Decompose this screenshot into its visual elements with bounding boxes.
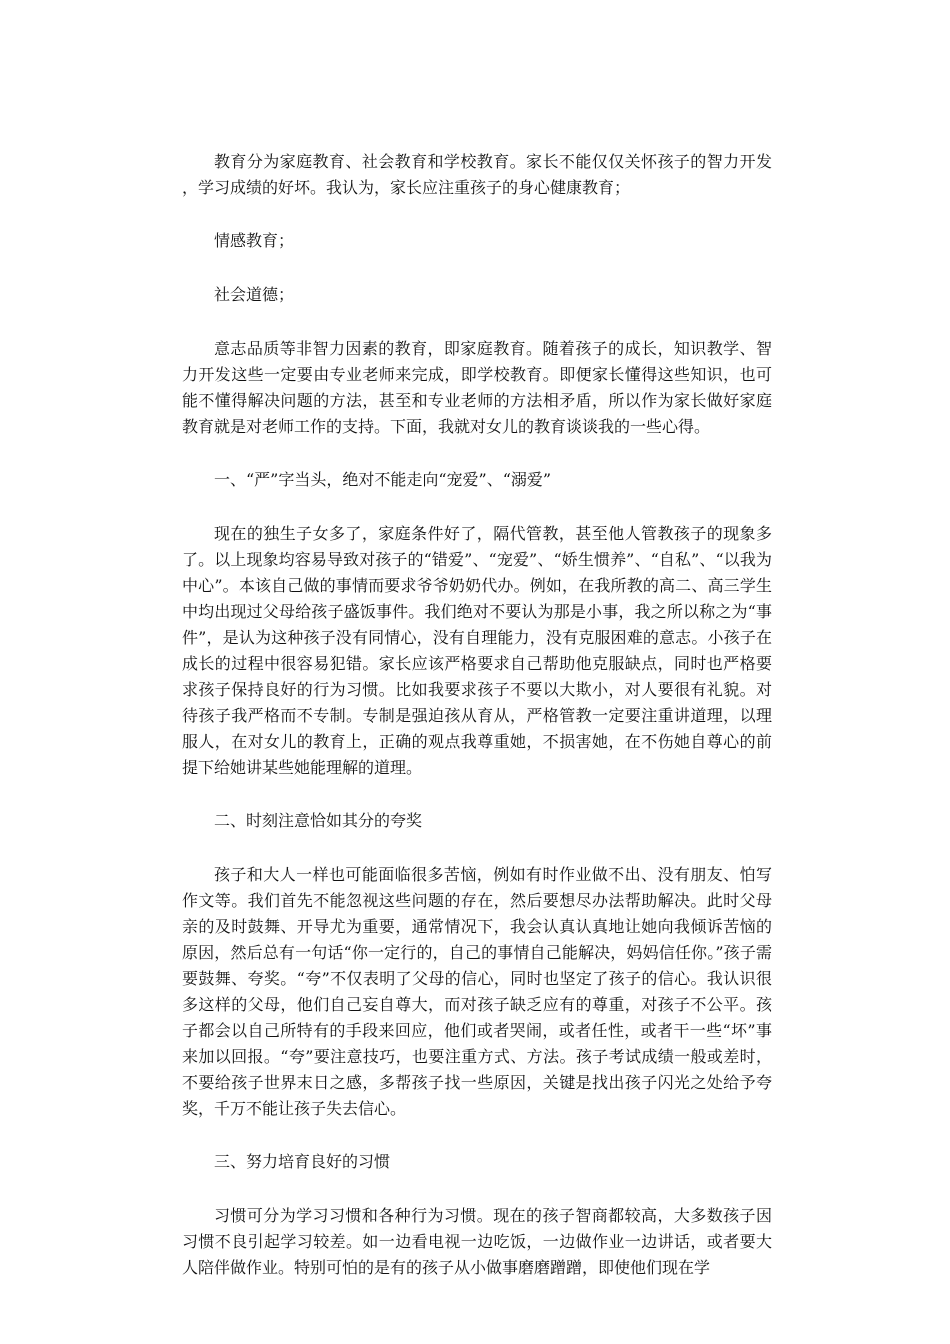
section-heading-praise: 二、时刻注意恰如其分的夸奖 (214, 811, 423, 830)
strict-section-paragraph: 现在的独生子女多了，家庭条件好了，隔代管教，甚至他人管教孩子的现象多了。以上现象均容易导致对孩子的“错爱”、“宠爱”、“娇生惯养”、“自私”、“以我为中心”。本该自己做的事情而要求爷爷奶奶代办。例如，在我所教的高二、高三学生中均出现过父母给孩子盛饭事件。我们绝对不要认为那是小事，我之所以称之为“事件”，是认为这种孩子没有同情心，没有自理能力，没有克服困难的意志。小孩子在成长的过程中很容易犯错。家长应该严格要求自己帮助他克服缺点，同时也严格要求孩子保持良好的行为习惯。比如我要求孩子不要以大欺小，对人要很有礼貌。对待孩子我严格而不专制。专制是强迫孩从育从，严格管教一定要注重讲道理，以理服人，在对女儿的教育上，正确的观点我尊重她，不损害她，在不伤她自尊心的前提下给她讲某些她能理解的道理。 (182, 524, 772, 777)
emotional-education-line: 情感教育； (214, 231, 295, 250)
document-page (182, 149, 772, 1281)
social-morality-line: 社会道德； (214, 285, 295, 304)
habits-section-paragraph: 习惯可分为学习习惯和各种行为习惯。现在的孩子智商都较高，大多数孩子因习惯不良引起学习较差。如一边看电视一边吃饭，一边做作业一边讲话，或者要大人陪伴做作业。特别可怕的是有的孩子从小做事磨磨蹭蹭，即使他们现在学 (182, 1206, 772, 1277)
section-heading-habits: 三、努力培育良好的习惯 (214, 1152, 391, 1171)
intro-paragraph: 教育分为家庭教育、社会教育和学校教育。家长不能仅仅关怀孩子的智力开发，学习成绩的好坏。我认为，家长应注重孩子的身心健康教育； (182, 152, 772, 197)
praise-section-paragraph: 孩子和大人一样也可能面临很多苦恼，例如有时作业做不出、没有朋友、怕写作文等。我们首先不能忽视这些问题的存在，然后要想尽办法帮助解决。此时父母亲的及时鼓舞、开导尤为重要，通常情况下，我会认真认真地让她向我倾诉苦恼的原因，然后总有一句话“你一定行的，自己的事情自己能解决，妈妈信任你。”孩子需要鼓舞、夸奖。“夸”不仅表明了父母的信心，同时也坚定了孩子的信心。我认识很多这样的父母，他们自己妄自尊大，而对孩子缺乏应有的尊重，对孩子不公平。孩子都会以自己所特有的手段来回应，他们或者哭闹，或者任性，或者干一些“坏”事来加以回报。“夸”要注意技巧，也要注重方式、方法。孩子考试成绩一般或差时，不要给孩子世界末日之感，多帮孩子找一些原因，关键是找出孩子闪光之处给予夸奖，千万不能让孩子失去信心。 (182, 865, 772, 1118)
family-education-paragraph: 意志品质等非智力因素的教育，即家庭教育。随着孩子的成长，知识教学、智力开发这些一定要由专业老师来完成，即学校教育。即便家长懂得这些知识，也可能不懂得解决问题的方法，甚至和专业老师的方法相矛盾，所以作为家长做好家庭教育就是对老师工作的支持。下面，我就对女儿的教育谈谈我的一些心得。 (182, 339, 772, 436)
section-heading-strict: 一、“严”字当头，绝对不能走向“宠爱”、“溺爱” (214, 470, 552, 489)
